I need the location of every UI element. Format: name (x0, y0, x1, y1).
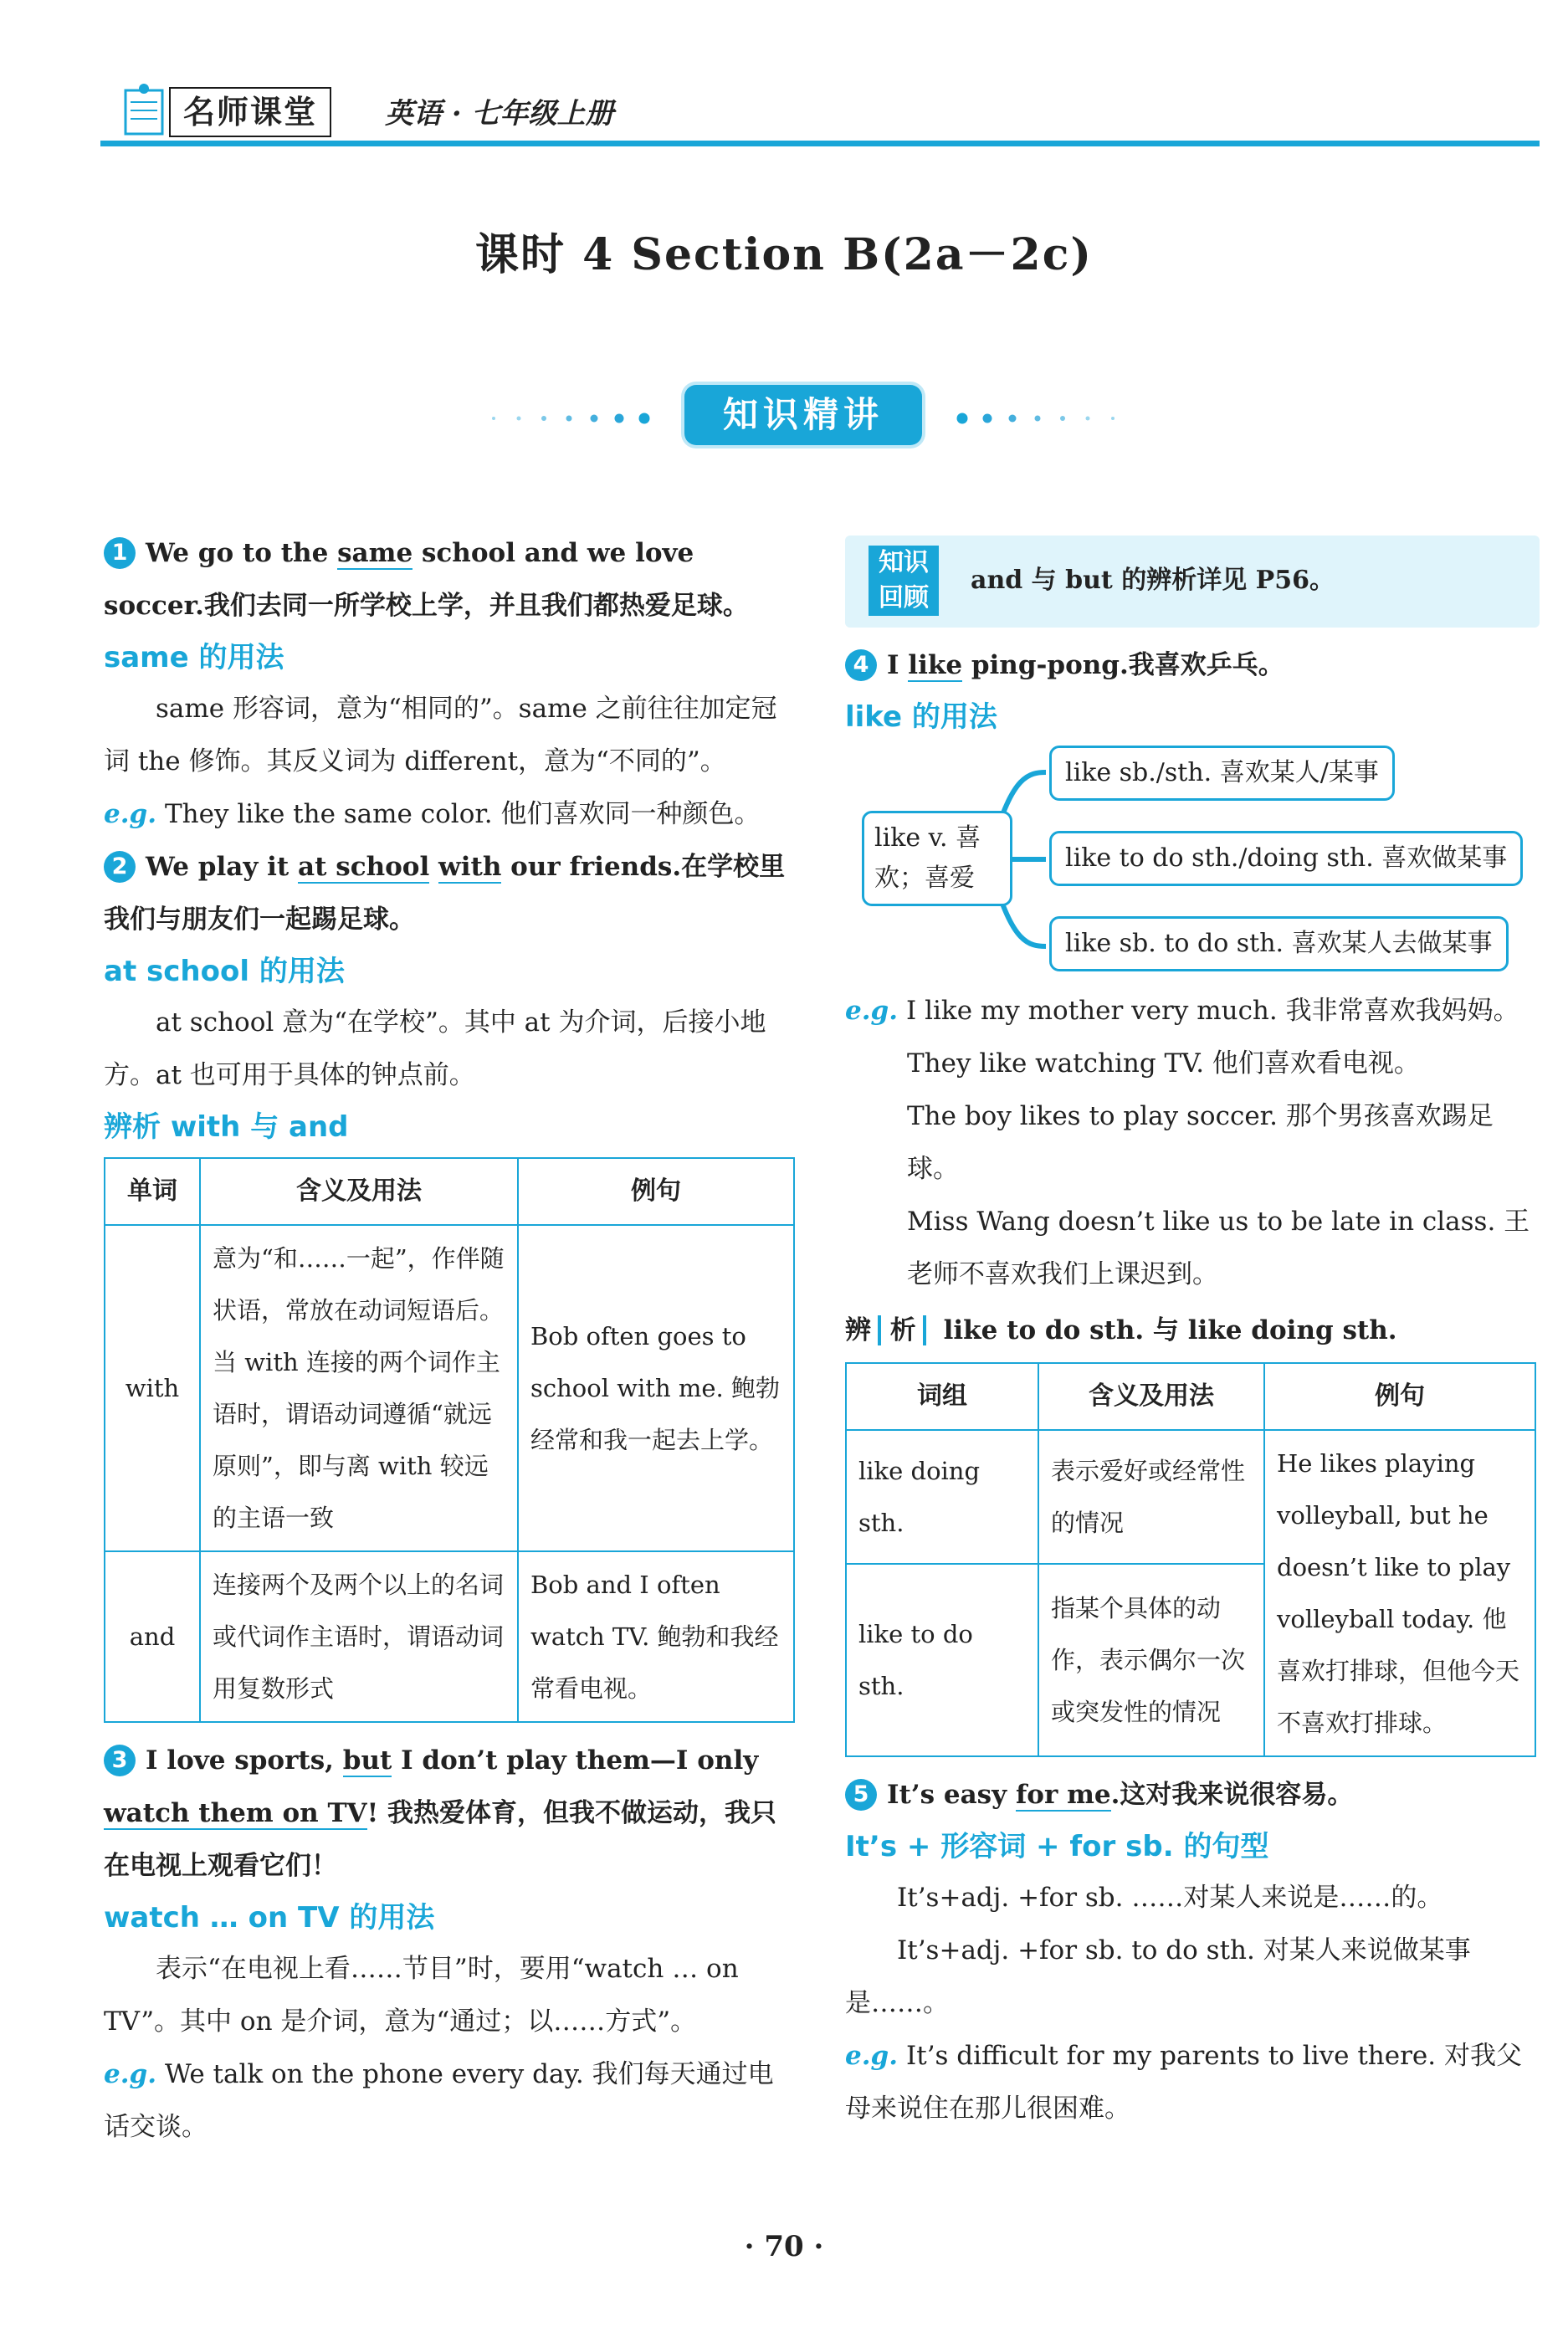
page-title: 课时 4 Section B(2a－2c) (475, 229, 1093, 280)
section-banner (485, 385, 1121, 452)
heading-watch-on-tv: watch … on TV 的用法 (104, 1901, 435, 1935)
sentence-5: 5 It’s easy for me.这对我来说很容易。 (845, 1769, 1540, 1822)
table-cell: like doing sth. (846, 1430, 1038, 1564)
logo-text: 名师课堂 (169, 87, 331, 137)
table-cell: and (105, 1551, 200, 1722)
table-header: 含义及用法 (1038, 1363, 1264, 1430)
table-header: 例句 (1264, 1363, 1535, 1430)
sentence-2: 2 We play it at school with our friends.在学校里我们与朋友们一起踢足球。 (104, 852, 786, 935)
pattern-line: It’s+adj. +for sb. ……对某人来说是……的。 (897, 1883, 1443, 1913)
table-cell: He likes playing volleyball, but he doesn’t like to play volleyball today. 他喜欢打排球，但他今天不喜欢打排球。 (1264, 1430, 1535, 1756)
logo-scroll-icon (119, 82, 169, 142)
its-example: e.g. It’s difficult for my parents to live there. 对我父母来说住在那儿很困难。 (845, 2041, 1522, 2124)
same-example: e.g. They like the same color. 他们喜欢同一种颜色。 (104, 799, 761, 829)
table-cell: 表示爱好或经常性的情况 (1038, 1430, 1264, 1564)
table-cell: Bob often goes to school with me. 鲍勃经常和我一起去上学。 (518, 1225, 794, 1551)
header (100, 77, 1540, 152)
table-header: 例句 (518, 1158, 794, 1225)
watch-example: e.g. We talk on the phone every day. 我们每天通过电话交谈。 (104, 2059, 774, 2142)
table-cell: 意为“和……一起”，作伴随状语，常放在动词短语后。当 with 连接的两个词作主语时，谓语动词遵循“就远原则”，即与离 with 较远的主语一致 (200, 1225, 518, 1551)
heading-with-and: 辨析 with 与 and (104, 1110, 349, 1144)
table-row (846, 1430, 1535, 1564)
number-badge-2: 2 (104, 851, 136, 883)
table-cell: like to do sth. (846, 1564, 1038, 1756)
header-subject: 英语 · 七年级上册 (385, 97, 614, 131)
table-header-row (846, 1363, 1535, 1430)
left-column (104, 527, 798, 2154)
like-example: The boy likes to play soccer. 那个男孩喜欢踢足球。 (907, 1101, 1494, 1184)
table-cell: with (105, 1225, 200, 1551)
pattern-line: It’s+adj. +for sb. to do sth. 对某人来说做某事是……。 (845, 1935, 1471, 2018)
table-header: 词组 (846, 1363, 1038, 1430)
table-row (105, 1225, 794, 1551)
like-example: Miss Wang doesn’t like us to be late in class. 王老师不喜欢我们上课迟到。 (907, 1207, 1530, 1289)
table-row (105, 1551, 794, 1722)
header-rule (100, 141, 1540, 146)
banner-label: 知识精讲 (684, 385, 922, 445)
review-box (845, 536, 1540, 628)
analysis-heading: 辨 析 like to do sth. 与 like doing sth. (845, 1315, 1397, 1345)
table-header: 含义及用法 (200, 1158, 518, 1225)
heading-same: same 的用法 (104, 641, 284, 674)
analysis-label: 辨 (845, 1315, 881, 1345)
like-mindmap (845, 742, 1540, 985)
sentence-1: 1 We go to the same school and we love soccer.我们去同一所学校上学，并且我们都热爱足球。 (104, 538, 749, 621)
same-body: same 形容词，意为“相同的”。same 之前往往加定冠词 the 修饰。其反义词为 different，意为“不同的”。 (104, 694, 777, 776)
heading-like: like 的用法 (845, 700, 997, 734)
mindmap-branch: like sb. to do sth. 喜欢某人去做某事 (1049, 916, 1509, 971)
number-badge-1: 1 (104, 537, 136, 569)
table-header: 单词 (105, 1158, 200, 1225)
table-header-row (105, 1158, 794, 1225)
sentence-3: 3 I love sports, but I don’t play them—I only watch them on TV! 我热爱体育，但我不做运动，我只在电视上观看它们！ (104, 1745, 777, 1881)
number-badge-4: 4 (845, 649, 877, 681)
table-cell: 连接两个及两个以上的名词或代词作主语时，谓语动词用复数形式 (200, 1551, 518, 1722)
number-badge-5: 5 (845, 1779, 877, 1811)
heading-at-school: at school 的用法 (104, 955, 345, 988)
like-example: They like watching TV. 他们喜欢看电视。 (907, 1048, 1420, 1079)
with-and-table (104, 1157, 795, 1723)
number-badge-3: 3 (104, 1745, 136, 1776)
banner-dots-right (929, 410, 1121, 427)
like-compare-table (845, 1362, 1536, 1757)
review-text: and 与 but 的辨析详见 P56。 (971, 566, 1335, 595)
watch-body: 表示“在电视上看……节目”时，要用“watch … on TV”。其中 on 是介词，意为“通过；以……方式”。 (104, 1954, 739, 2037)
heading-its-pattern: It’s + 形容词 + for sb. 的句型 (845, 1830, 1269, 1863)
table-cell: 指某个具体的动作，表示偶尔一次或突发性的情况 (1038, 1564, 1264, 1756)
mindmap-branch: like to do sth./doing sth. 喜欢做某事 (1049, 831, 1523, 886)
mindmap-branch: like sb./sth. 喜欢某人/某事 (1049, 746, 1395, 801)
banner-dots-left (485, 410, 678, 427)
like-example: e.g. I like my mother very much. 我非常喜欢我妈妈。 (845, 996, 1519, 1026)
table-cell: Bob and I often watch TV. 鲍勃和我经常看电视。 (518, 1551, 794, 1722)
review-label: 知识 回顾 (869, 546, 939, 616)
page-number: · 70 · (744, 2230, 824, 2263)
right-column (845, 536, 1540, 2135)
mindmap-center: like v. 喜欢；喜爱 (862, 811, 1012, 906)
at-school-body: at school 意为“在学校”。其中 at 为介词，后接小地方。at 也可用于具体的钟点前。 (104, 1007, 766, 1090)
sentence-4: 4 I like ping-pong.我喜欢乒乓。 (845, 639, 1540, 692)
